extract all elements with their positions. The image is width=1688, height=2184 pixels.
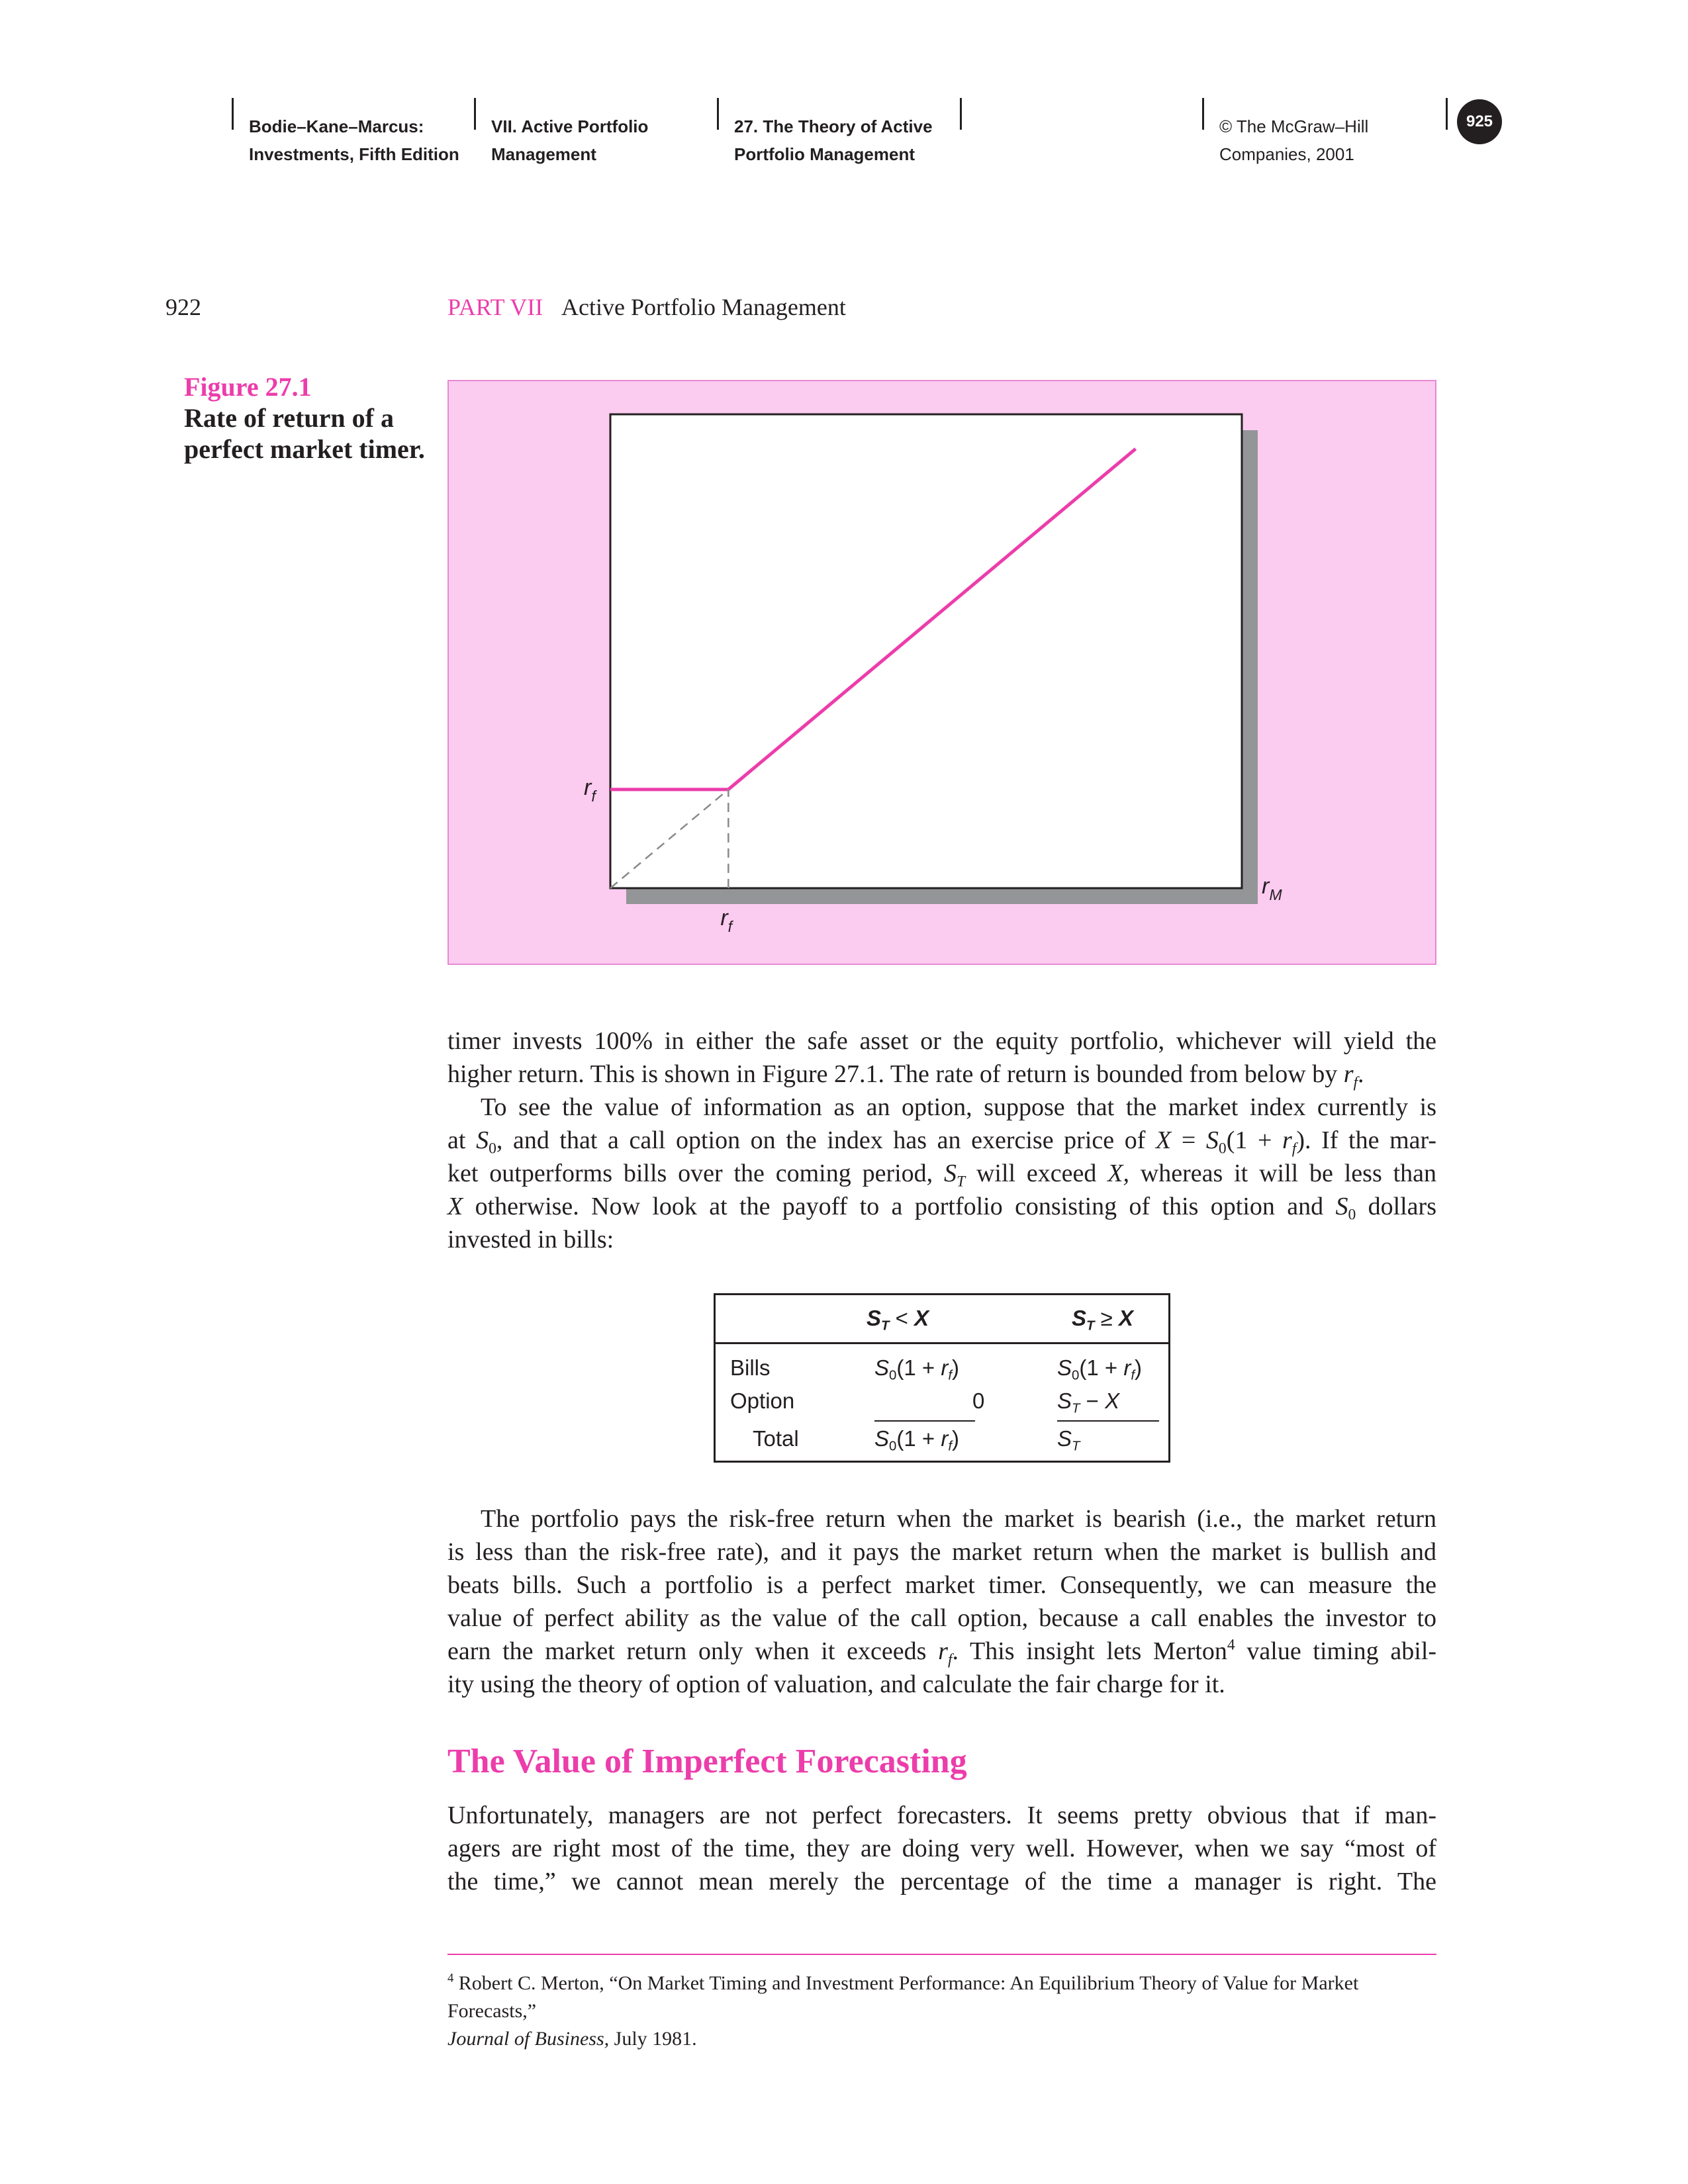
text-line: is less than the risk-free rate), and it pays the market return when the market is bullish and <box>447 1538 1436 1566</box>
footnote-ref: 4 <box>1227 1636 1235 1654</box>
footnote-rule <box>447 1954 1436 1955</box>
text-line: To see the value of information as an option, suppose that the market index currently is <box>481 1093 1436 1121</box>
paragraph-2 <box>447 1091 1436 1256</box>
table-sum-rule <box>874 1420 975 1422</box>
footnote-mark: 4 <box>447 1971 454 1985</box>
table-sum-rule <box>1057 1420 1159 1422</box>
text-line: the time,” we cannot mean merely the percentage of the time a manager is right. The <box>447 1868 1436 1895</box>
text-line: agers are right most of the time, they are doing very well. However, when we say “most of <box>447 1835 1436 1862</box>
paragraph-1 <box>447 1024 1436 1091</box>
part-label: PART VII <box>447 294 543 320</box>
footnote-date: July 1981. <box>614 2028 697 2050</box>
x-tick-label-rf: $r_f$ <box>720 905 733 936</box>
footnote-text: Robert C. Merton, “On Market Timing and Investment Performance: An Equilibrium Theory of Value for Market Forecasts,” <box>447 1972 1359 2022</box>
figure-number: Figure 27.1 <box>184 372 312 402</box>
table-cell-option-col1: 0 <box>972 1388 985 1413</box>
table-row-label-total: Total <box>753 1426 799 1451</box>
y-tick-label-rf: $r_f$ <box>584 774 596 805</box>
text-line: at $S_0$, and that a call option on the index has an exercise price of $X = S_0(1 + r_f)$. If the mar- <box>447 1126 1437 1158</box>
table-cell-total-col1: $S_0(1 + r_f)$ <box>874 1426 960 1454</box>
text-line: invested in bills: <box>447 1226 614 1253</box>
footnote-journal: Journal of Business, <box>447 2028 610 2050</box>
paragraph-4 <box>447 1799 1436 1898</box>
plot-frame <box>610 414 1242 888</box>
text-line: earn the market return only when it exceeds $r_f$. This insight lets Merton$^4$ value timing abil- <box>447 1636 1437 1668</box>
figure-chart <box>447 380 1436 965</box>
text-line: value of perfect ability as the value of the call option, because a call enables the investor to <box>447 1604 1436 1632</box>
table-cell-option-col2: $S_T - X$ <box>1057 1388 1120 1416</box>
paragraph-3 <box>447 1502 1436 1701</box>
page-badge: 925 <box>1457 99 1502 144</box>
table-cell-bills-col2: $S_0(1 + r_f)$ <box>1057 1355 1143 1383</box>
x-axis-label-rM: $r_M$ <box>1262 874 1282 904</box>
table-header-col2: $S_T \ge X$ <box>1072 1306 1133 1334</box>
page-number: 922 <box>165 294 201 320</box>
table-header-col1: $S_T < X$ <box>867 1306 929 1334</box>
text-line: The portfolio pays the risk-free return when the market is bearish (i.e., the market return <box>481 1505 1436 1533</box>
table-header-row <box>716 1295 1168 1344</box>
running-header: Bodie–Kane–Marcus: Investments, Fifth Edition VII. Active Portfolio Management 27. The Theory of Active Portfolio Management © The McGraw–Hill Companies, 2001 <box>232 98 1447 184</box>
text-line: higher return. This is shown in Figure 27.1. The rate of return is bounded from below by $r_f$. <box>447 1060 1364 1091</box>
table-cell-total-col2: $S_T$ <box>1057 1426 1080 1454</box>
section-heading: The Value of Imperfect Forecasting <box>447 1743 967 1780</box>
footnote <box>447 1970 1436 2053</box>
table-row-label-option: Option <box>730 1388 795 1413</box>
table-row-label-bills: Bills <box>730 1355 771 1380</box>
figure-caption: Rate of return of a perfect market timer. <box>184 403 425 464</box>
text-line: beats bills. Such a portfolio is a perfect market timer. Consequently, we can measure the <box>447 1571 1436 1599</box>
text-line: timer invests 100% in either the safe asset or the equity portfolio, whichever will yield the <box>447 1027 1436 1055</box>
part-title: Active Portfolio Management <box>561 294 846 320</box>
text-line: Unfortunately, managers are not perfect forecasters. It seems pretty obvious that if man- <box>447 1801 1436 1829</box>
text-line: X otherwise. Now look at the payoff to a portfolio consisting of this option and $S_0$ dollars <box>447 1193 1436 1224</box>
table-cell-bills-col1: $S_0(1 + r_f)$ <box>874 1355 960 1383</box>
text-line: ity using the theory of option of valuation, and calculate the fair charge for it. <box>447 1670 1225 1698</box>
payoff-table <box>714 1293 1170 1463</box>
text-line: ket outperforms bills over the coming period, $S_T$ will exceed X, whereas it will be less than <box>447 1160 1436 1191</box>
header-cell-copyright: © The McGraw–Hill Companies, 2001 <box>1202 98 1447 184</box>
